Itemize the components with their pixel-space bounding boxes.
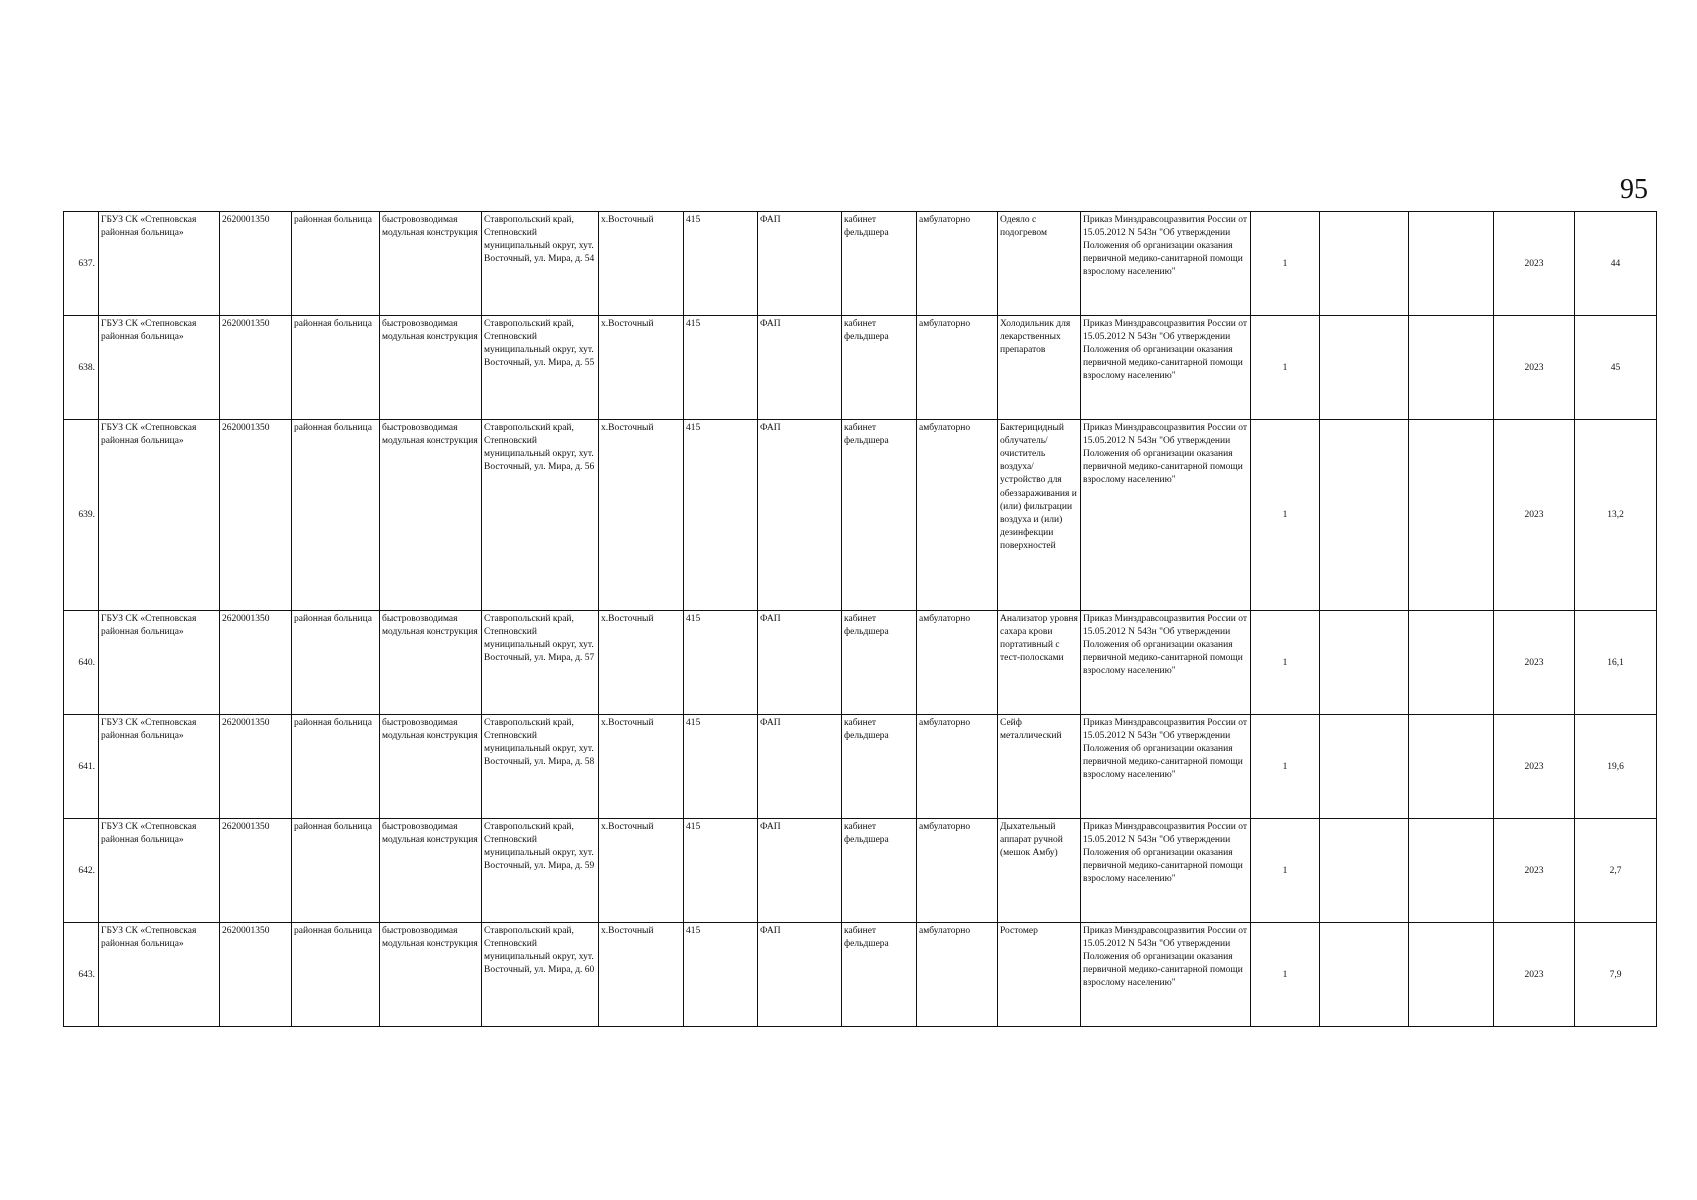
quantity-cell: 1	[1251, 611, 1320, 715]
equipment-name-cell: Бактерицидный облучатель/очиститель воздуха/устройство для обеззараживания и (или) фильтрации воздуха и (или) дезинфекции поверхностей	[998, 420, 1081, 611]
settlement-cell: х.Восточный	[599, 316, 684, 420]
construction-type-cell: быстровозводимая модульная конструкция	[380, 611, 482, 715]
row-number-cell: 643.	[64, 923, 99, 1027]
facility-type-cell: ФАП	[758, 316, 842, 420]
address-cell: Ставропольский край, Степновский муниципальный округ, хут. Восточный, ул. Мира, д. 59	[482, 819, 599, 923]
organization-name-cell: ГБУЗ СК «Степновская районная больница»	[99, 715, 220, 819]
organization-code-cell: 2620001350	[220, 316, 292, 420]
room-name-cell: кабинет фельдшера	[842, 923, 917, 1027]
organization-code-cell: 2620001350	[220, 923, 292, 1027]
empty-cell-16-cell	[1409, 420, 1494, 611]
regulation-reference-cell: Приказ Минздравсоцразвития России от 15.05.2012 N 543н "Об утверждении Положения об организации оказания первичной медико-санитарной помощи взрослому населению"	[1081, 212, 1251, 316]
year-cell: 2023	[1494, 923, 1575, 1027]
organization-code-cell: 2620001350	[220, 611, 292, 715]
room-name-cell: кабинет фельдшера	[842, 819, 917, 923]
care-form-cell: амбулаторно	[917, 819, 998, 923]
page-number: 95	[1620, 174, 1648, 205]
organization-type-cell: районная больница	[292, 923, 380, 1027]
price-cell: 45	[1575, 316, 1657, 420]
organization-type-cell: районная больница	[292, 819, 380, 923]
settlement-cell: х.Восточный	[599, 819, 684, 923]
care-form-cell: амбулаторно	[917, 923, 998, 1027]
organization-type-cell: районная больница	[292, 212, 380, 316]
equipment-name-cell: Одеяло с подогревом	[998, 212, 1081, 316]
price-cell: 2,7	[1575, 819, 1657, 923]
organization-name-cell: ГБУЗ СК «Степновская районная больница»	[99, 611, 220, 715]
row-number-cell: 639.	[64, 420, 99, 611]
organization-code-cell: 2620001350	[220, 715, 292, 819]
quantity-cell: 1	[1251, 212, 1320, 316]
care-form-cell: амбулаторно	[917, 212, 998, 316]
facility-type-cell: ФАП	[758, 420, 842, 611]
population-cell: 415	[684, 819, 758, 923]
row-number-cell: 637.	[64, 212, 99, 316]
construction-type-cell: быстровозводимая модульная конструкция	[380, 316, 482, 420]
empty-cell-16-cell	[1409, 316, 1494, 420]
construction-type-cell: быстровозводимая модульная конструкция	[380, 715, 482, 819]
room-name-cell: кабинет фельдшера	[842, 715, 917, 819]
regulation-reference-cell: Приказ Минздравсоцразвития России от 15.05.2012 N 543н "Об утверждении Положения об организации оказания первичной медико-санитарной помощи взрослому населению"	[1081, 316, 1251, 420]
equipment-name-cell: Сейф металлический	[998, 715, 1081, 819]
room-name-cell: кабинет фельдшера	[842, 611, 917, 715]
year-cell: 2023	[1494, 420, 1575, 611]
organization-code-cell: 2620001350	[220, 819, 292, 923]
facility-type-cell: ФАП	[758, 819, 842, 923]
table-row	[64, 420, 1657, 611]
organization-code-cell: 2620001350	[220, 420, 292, 611]
care-form-cell: амбулаторно	[917, 715, 998, 819]
year-cell: 2023	[1494, 212, 1575, 316]
table-row	[64, 611, 1657, 715]
construction-type-cell: быстровозводимая модульная конструкция	[380, 212, 482, 316]
row-number-cell: 642.	[64, 819, 99, 923]
price-cell: 16,1	[1575, 611, 1657, 715]
row-number-cell: 638.	[64, 316, 99, 420]
organization-type-cell: районная больница	[292, 611, 380, 715]
regulation-reference-cell: Приказ Минздравсоцразвития России от 15.05.2012 N 543н "Об утверждении Положения об организации оказания первичной медико-санитарной помощи взрослому населению"	[1081, 819, 1251, 923]
empty-cell-15-cell	[1320, 420, 1409, 611]
address-cell: Ставропольский край, Степновский муниципальный округ, хут. Восточный, ул. Мира, д. 55	[482, 316, 599, 420]
address-cell: Ставропольский край, Степновский муниципальный округ, хут. Восточный, ул. Мира, д. 54	[482, 212, 599, 316]
price-cell: 7,9	[1575, 923, 1657, 1027]
construction-type-cell: быстровозводимая модульная конструкция	[380, 923, 482, 1027]
regulation-reference-cell: Приказ Минздравсоцразвития России от 15.05.2012 N 543н "Об утверждении Положения об организации оказания первичной медико-санитарной помощи взрослому населению"	[1081, 420, 1251, 611]
empty-cell-15-cell	[1320, 819, 1409, 923]
empty-cell-15-cell	[1320, 611, 1409, 715]
population-cell: 415	[684, 420, 758, 611]
equipment-name-cell: Анализатор уровня сахара крови портативный с тест-полосками	[998, 611, 1081, 715]
care-form-cell: амбулаторно	[917, 316, 998, 420]
empty-cell-16-cell	[1409, 715, 1494, 819]
care-form-cell: амбулаторно	[917, 420, 998, 611]
price-cell: 44	[1575, 212, 1657, 316]
empty-cell-15-cell	[1320, 212, 1409, 316]
address-cell: Ставропольский край, Степновский муниципальный округ, хут. Восточный, ул. Мира, д. 60	[482, 923, 599, 1027]
row-number-cell: 640.	[64, 611, 99, 715]
quantity-cell: 1	[1251, 715, 1320, 819]
room-name-cell: кабинет фельдшера	[842, 316, 917, 420]
organization-name-cell: ГБУЗ СК «Степновская районная больница»	[99, 212, 220, 316]
settlement-cell: х.Восточный	[599, 212, 684, 316]
population-cell: 415	[684, 316, 758, 420]
empty-cell-16-cell	[1409, 212, 1494, 316]
table-row	[64, 316, 1657, 420]
organization-name-cell: ГБУЗ СК «Степновская районная больница»	[99, 316, 220, 420]
organization-type-cell: районная больница	[292, 715, 380, 819]
quantity-cell: 1	[1251, 819, 1320, 923]
year-cell: 2023	[1494, 611, 1575, 715]
equipment-name-cell: Дыхательный аппарат ручной (мешок Амбу)	[998, 819, 1081, 923]
settlement-cell: х.Восточный	[599, 611, 684, 715]
address-cell: Ставропольский край, Степновский муниципальный округ, хут. Восточный, ул. Мира, д. 58	[482, 715, 599, 819]
row-number-cell: 641.	[64, 715, 99, 819]
room-name-cell: кабинет фельдшера	[842, 212, 917, 316]
table-row	[64, 212, 1657, 316]
year-cell: 2023	[1494, 316, 1575, 420]
empty-cell-16-cell	[1409, 923, 1494, 1027]
construction-type-cell: быстровозводимая модульная конструкция	[380, 420, 482, 611]
quantity-cell: 1	[1251, 316, 1320, 420]
equipment-registry-table	[63, 211, 1657, 1027]
regulation-reference-cell: Приказ Минздравсоцразвития России от 15.05.2012 N 543н "Об утверждении Положения об организации оказания первичной медико-санитарной помощи взрослому населению"	[1081, 923, 1251, 1027]
address-cell: Ставропольский край, Степновский муниципальный округ, хут. Восточный, ул. Мира, д. 56	[482, 420, 599, 611]
equipment-name-cell: Холодильник для лекарственных препаратов	[998, 316, 1081, 420]
empty-cell-15-cell	[1320, 715, 1409, 819]
year-cell: 2023	[1494, 819, 1575, 923]
empty-cell-16-cell	[1409, 819, 1494, 923]
table-row	[64, 923, 1657, 1027]
regulation-reference-cell: Приказ Минздравсоцразвития России от 15.05.2012 N 543н "Об утверждении Положения об организации оказания первичной медико-санитарной помощи взрослому населению"	[1081, 611, 1251, 715]
settlement-cell: х.Восточный	[599, 923, 684, 1027]
care-form-cell: амбулаторно	[917, 611, 998, 715]
price-cell: 13,2	[1575, 420, 1657, 611]
organization-name-cell: ГБУЗ СК «Степновская районная больница»	[99, 923, 220, 1027]
empty-cell-15-cell	[1320, 316, 1409, 420]
population-cell: 415	[684, 923, 758, 1027]
organization-code-cell: 2620001350	[220, 212, 292, 316]
table-row	[64, 819, 1657, 923]
empty-cell-16-cell	[1409, 611, 1494, 715]
address-cell: Ставропольский край, Степновский муниципальный округ, хут. Восточный, ул. Мира, д. 57	[482, 611, 599, 715]
facility-type-cell: ФАП	[758, 611, 842, 715]
year-cell: 2023	[1494, 715, 1575, 819]
settlement-cell: х.Восточный	[599, 715, 684, 819]
construction-type-cell: быстровозводимая модульная конструкция	[380, 819, 482, 923]
organization-type-cell: районная больница	[292, 316, 380, 420]
regulation-reference-cell: Приказ Минздравсоцразвития России от 15.05.2012 N 543н "Об утверждении Положения об организации оказания первичной медико-санитарной помощи взрослому населению"	[1081, 715, 1251, 819]
settlement-cell: х.Восточный	[599, 420, 684, 611]
organization-name-cell: ГБУЗ СК «Степновская районная больница»	[99, 420, 220, 611]
population-cell: 415	[684, 212, 758, 316]
organization-name-cell: ГБУЗ СК «Степновская районная больница»	[99, 819, 220, 923]
empty-cell-15-cell	[1320, 923, 1409, 1027]
facility-type-cell: ФАП	[758, 212, 842, 316]
facility-type-cell: ФАП	[758, 715, 842, 819]
organization-type-cell: районная больница	[292, 420, 380, 611]
quantity-cell: 1	[1251, 923, 1320, 1027]
table-row	[64, 715, 1657, 819]
quantity-cell: 1	[1251, 420, 1320, 611]
equipment-name-cell: Ростомер	[998, 923, 1081, 1027]
room-name-cell: кабинет фельдшера	[842, 420, 917, 611]
population-cell: 415	[684, 715, 758, 819]
population-cell: 415	[684, 611, 758, 715]
price-cell: 19,6	[1575, 715, 1657, 819]
facility-type-cell: ФАП	[758, 923, 842, 1027]
